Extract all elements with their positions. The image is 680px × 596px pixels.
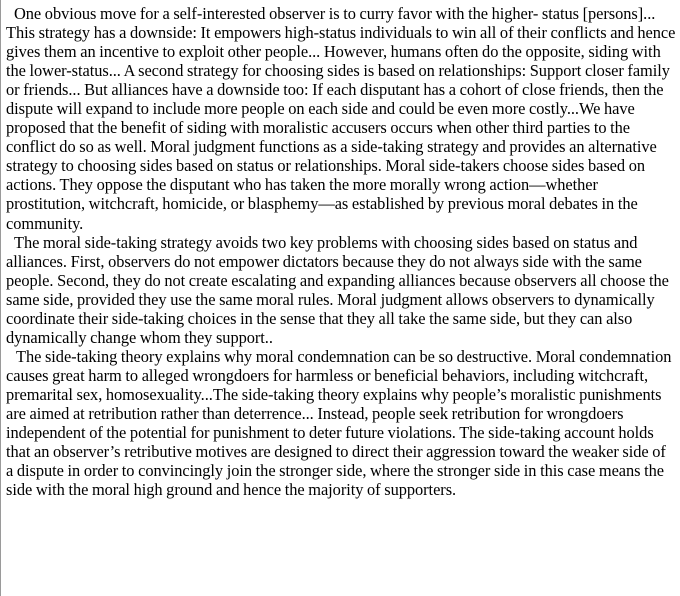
paragraph-2: The moral side-taking strategy avoids two key problems with choosing sides based on status and alliances. First, observers do not empower dictators because they do not always side with the same people. Second, they do not create escalating and expanding alliances because observers all choose the same side, provided they use the same moral rules. Moral judgment allows observers to dynamically coordinate their side-taking choices in the sense that they all take the same side, but they can also dynamically change whom they support.. — [6, 232, 669, 347]
paragraph-3: The side-taking theory explains why moral condemnation can be so destructive. Moral condemnation causes great harm to alleged wrongdoers for harmless or beneficial behaviors, including witchcraft, premarital sex, homosexuality...The side-taking theory explains why people’s moralistic punishments are aimed at retribution rather than deterrence... Instead, people seek retribution for wrongdoers independent of the potential for punishment to deter future violations. The side-taking account holds that an observer’s retributive motives are designed to direct their aggression toward the weaker side of a dispute in order to convincingly join the stronger side, where the stronger side in this case means the side with the moral high ground and hence the majority of supporters. — [6, 346, 672, 500]
paragraph-1: One obvious move for a self-interested observer is to curry favor with the higher- status [persons]... This strategy has a downside: It empowers high-status individuals to win all of their conflicts and hence gives them an incentive to exploit other people... However, humans often do the opposite, siding with the lower-status... A second strategy for choosing sides is based on relationships: Support closer family or friends... But alliances have a downside too: If each disputant has a cohort of close friends, then the dispute will expand to include more people on each side and could be even more costly...We have proposed that the benefit of siding with moralistic accusers occurs when other third parties to the conflict do so as well. Moral judgment functions as a side-taking strategy and provides an alternative strategy to choosing sides based on status or relationships. Moral side-takers choose sides based on actions. They oppose the disputant who has taken the more morally wrong action—whether prostitution, witchcraft, homicide, or blasphemy—as established by previous moral debates in the community. — [6, 4, 676, 233]
